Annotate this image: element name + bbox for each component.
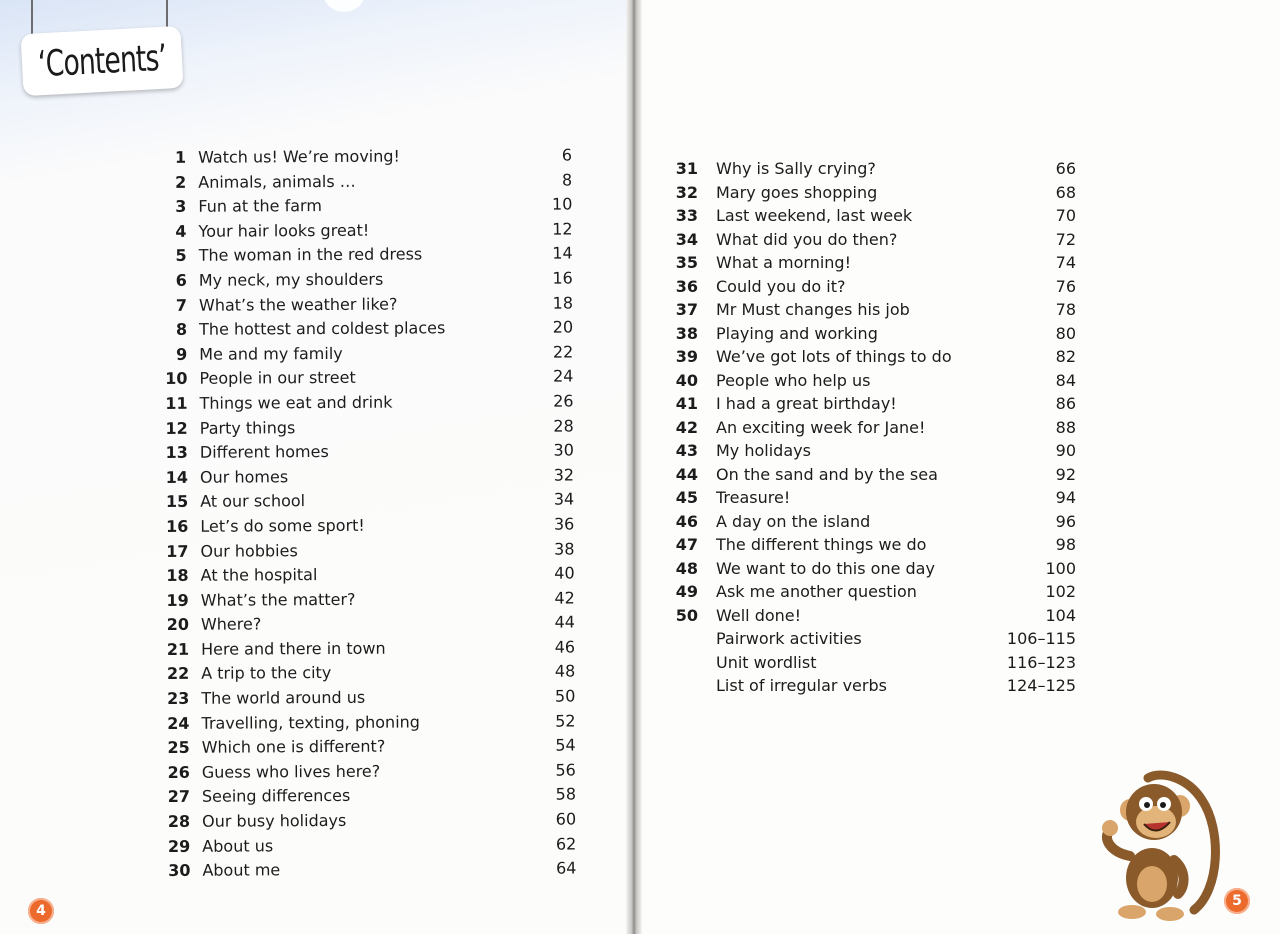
unit-page-number: 6: [561, 145, 573, 165]
unit-title: Playing and working: [716, 323, 878, 343]
page-number-badge-right: 5: [1224, 888, 1250, 914]
unit-page-number: 28: [553, 416, 574, 436]
unit-title: People who help us: [716, 370, 871, 390]
unit-number: 15: [165, 492, 189, 512]
unit-page-number: 36: [553, 514, 575, 534]
toc-entry: [162, 463, 582, 490]
unit-title: At the hospital: [200, 565, 318, 585]
unit-page-number: 74: [1055, 253, 1076, 272]
unit-title: What’s the weather like?: [198, 294, 398, 315]
unit-page-number: 98: [1055, 535, 1076, 554]
unit-number: 25: [167, 738, 190, 758]
left-page: [0, 0, 632, 934]
toc-entry: [672, 533, 1082, 557]
unit-number: 38: [675, 323, 698, 343]
unit-number: 23: [167, 688, 190, 709]
unit-title: A trip to the city: [201, 663, 332, 684]
toc-entry: [672, 463, 1082, 487]
toc-entry: [162, 389, 582, 416]
toc-entry: [161, 340, 581, 367]
unit-page-number: 46: [554, 637, 576, 657]
toc-entry: [672, 369, 1082, 393]
unit-number: 46: [675, 511, 698, 531]
unit-number: 14: [165, 467, 189, 487]
unit-page-number: 124–125: [1006, 676, 1076, 695]
unit-title: People in our street: [199, 368, 356, 389]
toc-entry: [162, 512, 582, 539]
unit-number: 33: [675, 206, 698, 225]
unit-title: Last weekend, last week: [716, 206, 913, 225]
unit-number: 45: [675, 488, 698, 507]
unit-page-number: 30: [553, 440, 574, 460]
unit-page-number: 8: [561, 170, 573, 190]
toc-entry: [162, 414, 582, 441]
unit-title: Watch us! We’re moving!: [198, 146, 400, 167]
unit-title: Seeing differences: [201, 786, 351, 807]
unit-number: 16: [166, 516, 189, 536]
unit-page-number: 54: [555, 735, 576, 755]
unit-title: Where?: [200, 614, 262, 635]
unit-title: At our school: [200, 491, 306, 512]
page-number-badge-left: 4: [28, 898, 54, 924]
unit-number: 17: [166, 541, 189, 561]
unit-title: Me and my family: [199, 343, 343, 364]
contents-list-right: [672, 157, 1082, 698]
toc-entry: [672, 157, 1082, 181]
unit-title: Well done!: [716, 605, 802, 625]
unit-title: Guess who lives here?: [201, 761, 381, 782]
contents-heading-sign: [20, 26, 183, 96]
unit-number: 34: [675, 229, 698, 249]
unit-page-number: 64: [556, 858, 577, 878]
toc-entry: [672, 510, 1082, 534]
unit-title: List of irregular verbs: [716, 676, 887, 695]
toc-entry: [164, 857, 584, 884]
unit-number: 39: [675, 347, 698, 366]
toc-entry: [163, 562, 583, 589]
unit-title: I had a great birthday!: [716, 394, 897, 413]
unit-page-number: 42: [554, 588, 575, 608]
unit-page-number: 34: [553, 489, 575, 509]
unit-page-number: 18: [552, 293, 574, 313]
unit-number: 43: [675, 441, 698, 460]
unit-number: 32: [675, 182, 698, 202]
contents-list-left: [160, 143, 584, 883]
toc-entry: [162, 537, 582, 564]
unit-page-number: 104: [1045, 605, 1076, 625]
unit-page-number: 56: [555, 760, 576, 780]
unit-title: Travelling, texting, phoning: [201, 712, 420, 733]
unit-title: We’ve got lots of things to do: [716, 347, 952, 366]
unit-title: Party things: [199, 417, 296, 438]
unit-page-number: 106–115: [1006, 629, 1076, 648]
toc-entry: [161, 266, 581, 293]
toc-entry: [160, 217, 580, 244]
unit-page-number: 14: [552, 243, 573, 263]
unit-number: 44: [675, 464, 698, 484]
unit-number: 3: [175, 197, 187, 217]
monkey-icon: [1090, 760, 1222, 924]
toc-entry: [672, 228, 1082, 252]
unit-page-number: 10: [551, 194, 573, 214]
unit-title: Why is Sally crying?: [716, 159, 876, 178]
unit-title: Different homes: [199, 442, 329, 462]
unit-page-number: 16: [552, 268, 573, 288]
unit-title: Your hair looks great!: [198, 220, 370, 241]
unit-number: 7: [175, 295, 188, 315]
unit-number: 12: [165, 418, 188, 438]
unit-page-number: 26: [553, 391, 574, 411]
unit-title: About me: [202, 860, 281, 880]
toc-entry: [163, 684, 583, 711]
unit-page-number: 88: [1055, 417, 1076, 437]
unit-page-number: 60: [555, 809, 577, 829]
unit-number: 2: [175, 172, 187, 192]
unit-number: 42: [675, 417, 698, 437]
toc-entry: [164, 734, 584, 761]
toc-entry: [161, 365, 581, 392]
unit-title: Animals, animals …: [198, 171, 356, 192]
unit-page-number: 72: [1055, 229, 1076, 249]
unit-title: Our busy holidays: [202, 810, 347, 831]
unit-title: The different things we do: [716, 535, 927, 554]
unit-number: 28: [167, 811, 191, 831]
unit-title: What did you do then?: [716, 229, 898, 249]
unit-page-number: 48: [554, 661, 576, 682]
unit-title: Fun at the farm: [198, 196, 322, 216]
unit-number: 1: [174, 147, 187, 167]
unit-number: 40: [675, 370, 698, 390]
unit-page-number: 40: [554, 563, 575, 583]
unit-number: 19: [166, 590, 189, 610]
unit-page-number: 84: [1055, 370, 1076, 390]
toc-entry: [672, 439, 1082, 463]
unit-page-number: 70: [1055, 206, 1076, 225]
unit-number: 13: [165, 442, 188, 463]
unit-title: A day on the island: [716, 511, 871, 531]
unit-number: 31: [675, 159, 698, 178]
unit-number: 35: [675, 253, 698, 272]
unit-title: Ask me another question: [716, 582, 917, 601]
unit-title: Our homes: [199, 466, 289, 487]
toc-entry: [672, 298, 1082, 322]
toc-entry: [672, 181, 1082, 205]
unit-number: 18: [166, 565, 189, 586]
toc-entry: [164, 758, 584, 785]
toc-entry: [672, 416, 1082, 440]
unit-title: We want to do this one day: [716, 558, 935, 578]
toc-entry: [672, 486, 1082, 510]
toc-entry: [672, 392, 1082, 416]
unit-page-number: 86: [1055, 394, 1076, 413]
page-title: ‘Contents’: [36, 37, 168, 85]
toc-entry: [672, 204, 1082, 228]
unit-page-number: 76: [1055, 276, 1076, 296]
toc-entry: [160, 143, 580, 170]
unit-title: Pairwork activities: [716, 629, 862, 648]
unit-title: Let’s do some sport!: [200, 515, 365, 536]
unit-title: Our hobbies: [200, 540, 298, 561]
toc-entry: [164, 832, 584, 859]
unit-number: 11: [165, 393, 188, 413]
unit-number: 20: [166, 615, 189, 635]
toc-entry: [164, 807, 584, 834]
toc-entry: [163, 611, 583, 638]
toc-entry: [161, 316, 581, 343]
unit-number: 41: [675, 394, 698, 413]
unit-title: Things we eat and drink: [199, 392, 393, 413]
unit-number: 4: [175, 221, 187, 241]
unit-title: On the sand and by the sea: [716, 464, 938, 484]
unit-page-number: 44: [554, 612, 575, 632]
unit-page-number: 32: [553, 465, 575, 485]
unit-number: 49: [675, 582, 698, 601]
unit-title: Here and there in town: [201, 638, 386, 659]
unit-page-number: 52: [555, 711, 576, 731]
toc-entry: [672, 275, 1082, 299]
toc-entry: [163, 660, 583, 687]
unit-page-number: 78: [1055, 300, 1076, 319]
unit-number: 24: [167, 713, 190, 733]
unit-title: What a morning!: [716, 253, 851, 272]
unit-page-number: 68: [1055, 182, 1076, 202]
unit-page-number: 82: [1055, 347, 1076, 366]
unit-title: Treasure!: [716, 488, 791, 507]
unit-number: 21: [166, 639, 190, 659]
unit-title: An exciting week for Jane!: [716, 417, 926, 437]
unit-page-number: 24: [552, 366, 574, 386]
unit-number: 22: [166, 664, 190, 684]
unit-title: What’s the matter?: [200, 589, 356, 610]
toc-entry: [672, 580, 1082, 604]
toc-entry: [160, 193, 580, 220]
unit-number: 26: [167, 762, 190, 782]
unit-page-number: 62: [555, 834, 577, 854]
unit-number: 29: [167, 836, 191, 856]
unit-title: Mary goes shopping: [716, 182, 878, 202]
toc-entry: [163, 709, 583, 736]
toc-entry: [161, 242, 581, 269]
unit-title: Could you do it?: [716, 276, 846, 296]
toc-entry: [672, 345, 1082, 369]
unit-page-number: 58: [555, 784, 577, 805]
unit-number: 10: [165, 369, 188, 389]
toc-entry: [672, 674, 1082, 698]
unit-title: Mr Must changes his job: [716, 300, 910, 319]
unit-page-number: 66: [1055, 159, 1076, 178]
toc-entry: [672, 627, 1082, 651]
cloud-decoration: [322, 0, 366, 12]
unit-title: The world around us: [201, 687, 366, 708]
unit-page-number: 12: [552, 219, 573, 239]
toc-entry: [672, 651, 1082, 675]
unit-title: The woman in the red dress: [198, 244, 423, 266]
unit-page-number: 90: [1055, 441, 1076, 460]
unit-page-number: 96: [1055, 511, 1076, 531]
unit-number: 37: [675, 300, 698, 319]
unit-number: 47: [675, 535, 698, 554]
unit-page-number: 22: [552, 342, 574, 362]
toc-entry: [672, 322, 1082, 346]
toc-entry: [161, 291, 581, 318]
toc-entry: [672, 251, 1082, 275]
unit-title: My neck, my shoulders: [198, 269, 384, 290]
unit-page-number: 102: [1045, 582, 1076, 601]
book-gutter: [626, 0, 642, 934]
unit-number: 5: [175, 246, 187, 266]
unit-number: 9: [176, 344, 188, 364]
toc-entry: [162, 439, 582, 466]
toc-entry: [672, 604, 1082, 628]
unit-page-number: 38: [554, 538, 575, 559]
toc-entry: [163, 586, 583, 613]
unit-number: 30: [168, 861, 191, 881]
toc-entry: [672, 557, 1082, 581]
unit-title: The hottest and coldest places: [199, 318, 446, 339]
toc-entry: [163, 635, 583, 662]
unit-title: About us: [202, 835, 274, 856]
unit-page-number: 100: [1045, 558, 1076, 578]
unit-page-number: 116–123: [1006, 652, 1076, 672]
unit-page-number: 92: [1055, 464, 1076, 484]
unit-number: 50: [675, 605, 698, 625]
unit-number: 27: [167, 787, 191, 807]
unit-number: 6: [175, 270, 187, 290]
unit-page-number: 94: [1055, 488, 1076, 507]
toc-entry: [162, 488, 582, 515]
unit-number: 36: [675, 276, 698, 296]
unit-title: My holidays: [716, 441, 811, 460]
toc-entry: [164, 783, 584, 810]
unit-page-number: 50: [554, 686, 576, 706]
unit-page-number: 80: [1055, 323, 1076, 343]
unit-title: Which one is different?: [201, 736, 386, 758]
unit-number: 48: [675, 558, 698, 578]
unit-number: 8: [175, 319, 188, 340]
unit-page-number: 20: [552, 317, 574, 337]
unit-title: Unit wordlist: [716, 652, 817, 672]
toc-entry: [160, 168, 580, 195]
